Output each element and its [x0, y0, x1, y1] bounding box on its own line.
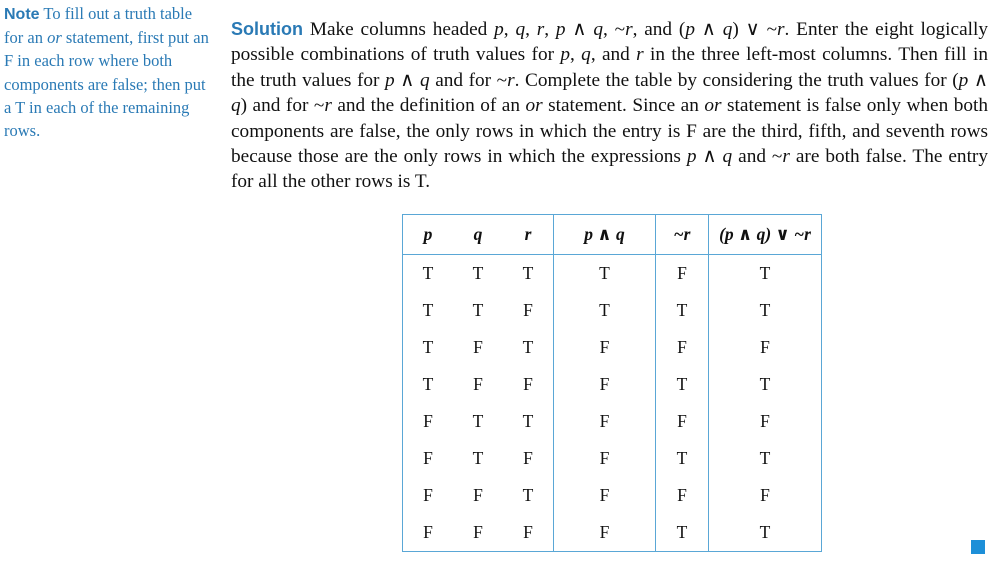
table-cell: F [554, 366, 656, 403]
math-variable: q [515, 19, 526, 40]
table-cell: F [473, 337, 483, 357]
math-variable: p [494, 19, 504, 40]
math-variable: q [419, 69, 430, 91]
table-row [403, 477, 822, 514]
text-run: , [525, 19, 537, 40]
header-p-and-q: p ∧ q [554, 215, 656, 255]
text-run: are both false. The entry for all the other rows is T. [231, 146, 988, 193]
table-cell: F [423, 485, 433, 505]
table-cell: T [709, 366, 822, 403]
header-result: (p ∧ q) ∨ ~r [709, 215, 822, 255]
math-variable: q [722, 19, 733, 40]
math-variable: p [686, 146, 697, 168]
table-cell: F [554, 514, 656, 552]
text-run: and the definition of an [331, 95, 526, 117]
solution-paragraph [231, 17, 988, 195]
text-run: , [503, 19, 516, 40]
margin-note [4, 2, 209, 142]
text-run: , [544, 19, 556, 40]
text-run: . Enter the eight logically possible combinations of truth values for [231, 19, 988, 66]
table-cell: T [422, 337, 434, 357]
text-run: ) and for ~ [240, 95, 325, 117]
text-run: . Complete the table by considering the truth values for ( [514, 69, 959, 91]
table-cell: T [522, 337, 534, 357]
table-cell: T [522, 411, 534, 431]
table-cell: T [709, 514, 822, 552]
table-cell: F [656, 477, 709, 514]
table-cell: F [473, 485, 483, 505]
truth-table-body [403, 255, 822, 552]
text-run: in the three left-most columns. Then fill in the truth values for [231, 44, 989, 91]
table-cell: F [709, 329, 822, 366]
header-q: q [453, 215, 503, 255]
table-cell: F [656, 403, 709, 440]
math-variable: p [555, 19, 566, 40]
math-variable: or [704, 95, 722, 117]
math-variable: r [536, 19, 545, 40]
text-run: ∧ [694, 19, 723, 40]
text-run: statement is false only when both components are false, the only rows in which the entry is F are the third, fifth, and seventh rows because those are the only rows in which the expressions [231, 95, 989, 168]
math-variable: r [782, 146, 790, 168]
table-cell: T [422, 300, 434, 320]
text-run: , and [590, 44, 637, 66]
table-row [403, 403, 822, 440]
table-cell: F [554, 440, 656, 477]
table-cell: T [472, 411, 484, 431]
math-variable: or [47, 28, 62, 48]
math-variable: r [625, 19, 633, 40]
table-cell: F [473, 374, 483, 394]
solution-body [231, 19, 988, 192]
table-cell: T [422, 263, 434, 283]
table-cell: T [709, 292, 822, 329]
table-cell: T [472, 263, 484, 283]
table-cell: F [523, 448, 533, 468]
math-variable: r [507, 69, 515, 91]
text-run: and ~ [732, 146, 783, 168]
table-cell: T [422, 374, 434, 394]
math-variable: or [525, 95, 543, 117]
text-run: and for ~ [429, 69, 508, 91]
math-variable: q [231, 95, 241, 117]
note-label: Note [4, 6, 40, 23]
math-variable: q [722, 146, 733, 168]
text-run: statement. Since an [542, 95, 705, 117]
note-body [4, 4, 209, 140]
truth-table [402, 214, 822, 552]
header-row [403, 215, 822, 255]
table-cell: F [523, 300, 533, 320]
math-variable: p [958, 69, 969, 91]
table-cell: T [656, 292, 709, 329]
header-p: p [403, 215, 454, 255]
table-cell: F [423, 448, 433, 468]
text-run: , ~ [602, 19, 626, 40]
table-cell: F [523, 522, 533, 542]
text-run: ∧ [394, 69, 420, 91]
end-of-example-marker [971, 540, 985, 554]
solution-label: Solution [231, 19, 303, 39]
header-r: r [503, 215, 554, 255]
table-row [403, 329, 822, 366]
table-cell: F [709, 403, 822, 440]
text-run: ) ∨ ~ [732, 19, 778, 40]
table-cell: F [423, 522, 433, 542]
math-variable: r [324, 95, 332, 117]
table-cell: F [554, 329, 656, 366]
math-variable: p [685, 19, 695, 40]
table-cell: F [656, 255, 709, 293]
table-cell: F [473, 522, 483, 542]
table-row [403, 255, 822, 293]
text-run: To fill out a truth table for an [4, 4, 193, 48]
table-cell: T [522, 485, 534, 505]
text-run: ∧ [696, 146, 723, 168]
table-cell: T [709, 440, 822, 477]
text-run: statement, first put an F in each row where both components are false; then put a T in each of the remaining rows. [4, 28, 209, 141]
table-cell: T [709, 255, 822, 293]
table-row [403, 514, 822, 552]
table-cell: F [554, 403, 656, 440]
table-row [403, 292, 822, 329]
header-not-r: ~r [656, 215, 709, 255]
table-cell: F [656, 329, 709, 366]
table-cell: T [554, 292, 656, 329]
table-cell: F [554, 477, 656, 514]
table-cell: T [656, 440, 709, 477]
text-run: , [570, 44, 582, 66]
text-run: ∧ [565, 19, 594, 40]
math-variable: p [560, 44, 570, 66]
table-cell: T [554, 255, 656, 293]
table-row [403, 440, 822, 477]
math-variable: q [581, 44, 591, 66]
table-cell: T [656, 514, 709, 552]
table-cell: T [656, 366, 709, 403]
math-variable: p [385, 69, 395, 91]
table-cell: T [472, 448, 484, 468]
table-row [403, 366, 822, 403]
table-cell: F [523, 374, 533, 394]
text-run: , and ( [632, 19, 686, 40]
table-cell: F [709, 477, 822, 514]
table-cell: F [423, 411, 433, 431]
text-run: ∧ [968, 69, 988, 91]
math-variable: r [777, 19, 785, 40]
table-cell: T [472, 300, 484, 320]
text-run: Make columns headed [302, 19, 495, 40]
math-variable: q [593, 19, 603, 40]
table-cell: T [522, 263, 534, 283]
math-variable: r [636, 44, 644, 66]
